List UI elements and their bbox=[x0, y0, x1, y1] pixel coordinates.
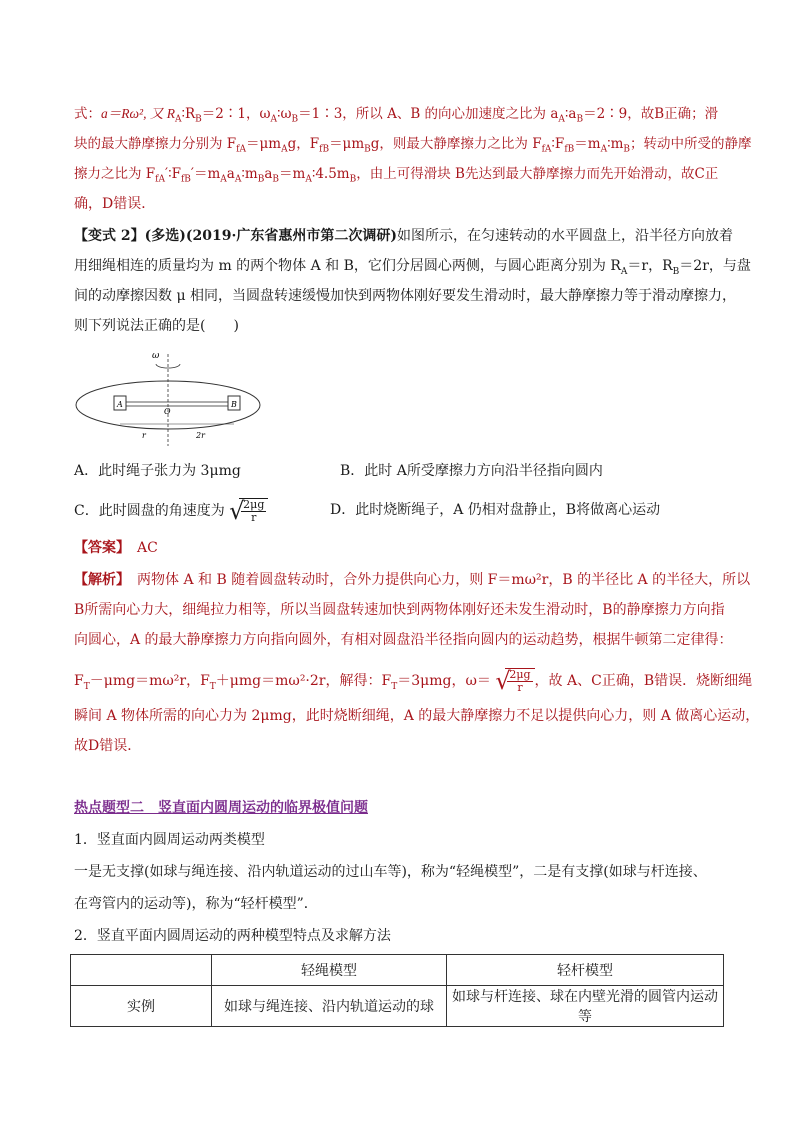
table-cell: 如球与绳连接、沿内轨道运动的球 bbox=[212, 986, 447, 1027]
option-c-sqrt: √ $\frac{2\mu g}{r}$ bbox=[229, 498, 268, 524]
block-a-label: A bbox=[117, 400, 123, 409]
option-c: C．此时圆盘的角速度为 √ $\frac{2\mu g}{r}$ bbox=[74, 498, 268, 524]
section-heading-1: 1．竖直面内圆周运动两类模型 bbox=[74, 832, 265, 848]
model-comparison-table bbox=[70, 954, 724, 1027]
table-header-row bbox=[71, 955, 724, 986]
analysis-line4: $F_T-\mu mg=m\omega^2r$，$F_T+\mu mg=m\omega^2\cdot 2r$，解得：$F_T=3\mu mg$，ω＝ √ $\frac{2\mu g}{r}$ ，故 A、C正确，B错误．烧断细绳 bbox=[74, 667, 753, 695]
section-para-line1: 一是无支撑(如球与绳连接、沿内轨道运动的过山车等)，称为“轻绳模型”，二是有支撑(如球与杆连接、 bbox=[74, 864, 707, 880]
dim-label-2r: 2r bbox=[196, 431, 205, 440]
table-cell: 如球与杆连接、球在内壁光滑的圆管内运动等 bbox=[447, 986, 724, 1027]
variant-line4: 则下列说法正确的是( ) bbox=[74, 318, 239, 334]
center-label: O bbox=[164, 407, 171, 416]
section-para-line2: 在弯管内的运动等)，称为“轻杆模型”． bbox=[74, 896, 318, 912]
analysis-tag: 【解析】 bbox=[74, 572, 123, 588]
table-cell: 实例 bbox=[71, 986, 212, 1027]
variant-line2: 用细绳相连的质量均为 m 的两个物体 A 和 B，它们分居圆心两侧，与圆心距离分别为 $R_A=r$，$R_B=2r$，与盘 bbox=[74, 258, 751, 277]
option-d: D．此时烧断绳子，A 仍相对盘静止，B将做离心运动 bbox=[330, 502, 661, 518]
analysis-line3: 向圆心，A 的最大静摩擦力方向指向圆外，有相对圆盘沿半径指向圆内的运动趋势，根据牛顿第二定律得： bbox=[74, 632, 733, 648]
analysis-sqrt: √ $\frac{2\mu g}{r}$ bbox=[495, 668, 534, 694]
dim-label-r: r bbox=[142, 431, 146, 440]
variant-source: (2019·广东省惠州市第二次调研) bbox=[185, 228, 397, 244]
analysis-line2: B所需向心力大，细绳拉力相等，所以当圆盘转速加快到两物体刚好还未发生滑动时，B的静摩擦力方向指 bbox=[74, 602, 725, 618]
string-rod bbox=[124, 402, 232, 406]
variant-tag: 【变式 2】(多选) bbox=[74, 228, 186, 244]
para1-line3: 擦力之比为 $F_{fA}'∶F_{fB}'=m_Aa_A∶m_Ba_B=m_A∶4.5m_B$，由上可得滑块 B先达到最大静摩擦力而先开始滑动，故C正 bbox=[74, 166, 719, 185]
analysis-line6: 故D错误． bbox=[74, 738, 142, 754]
option-b: B．此时 A所受摩擦力方向沿半径指向圆内 bbox=[340, 463, 603, 479]
answer-tag: 【答案】 bbox=[74, 540, 123, 556]
variant-line1: 【变式 2】(多选)(2019·广东省惠州市第二次调研)如图所示，在匀速转动的水平圆盘上，沿半径方向放着 bbox=[74, 228, 733, 244]
section-heading-2: 2．竖直平面内圆周运动的两种模型特点及求解方法 bbox=[74, 928, 391, 944]
table-row bbox=[71, 986, 724, 1027]
omega-label: ω bbox=[152, 351, 160, 361]
answer-line bbox=[74, 538, 158, 558]
para1-line1: 式：a＝Rω², 又 $R_A∶R_B=2∶1$，$\omega_A∶\omega_B=1∶3$，所以 A、B 的向心加速度之比为 $a_A∶a_B=2∶9$，故B正确；滑 bbox=[74, 106, 719, 125]
table-header-cell bbox=[71, 955, 212, 986]
variant-line3: 间的动摩擦因数 μ 相同，当圆盘转速缓慢加快到两物体刚好要发生滑动时，最大静摩擦力等于滑动摩擦力， bbox=[74, 288, 736, 304]
analysis-line5: 瞬间 A 物体所需的向心力为 2μmg，此时烧断细绳，A 的最大静摩擦力不足以提供向心力，则 A 做离心运动， bbox=[74, 708, 760, 724]
option-a: A．此时绳子张力为 3μmg bbox=[74, 463, 241, 479]
para1-line4: 确，D错误． bbox=[74, 196, 156, 212]
para1-line2: 块的最大静摩擦力分别为 $F_{fA}=\mu m_Ag$，$F_{fB}=\mu m_Bg$，则最大静摩擦力之比为 $F_{fA}∶F_{fB}=m_A∶m_B$；转动中所受的静摩 bbox=[74, 136, 752, 155]
table-header-cell: 轻绳模型 bbox=[212, 955, 447, 986]
answer-value: AC bbox=[137, 540, 158, 556]
disc-figure bbox=[72, 348, 282, 448]
analysis-line1: 【解析】 两物体 A 和 B 随着圆盘转动时，合外力提供向心力，则 F＝mω²r，B 的半径比 A 的半径大，所以 bbox=[74, 572, 751, 588]
table-header-cell: 轻杆模型 bbox=[447, 955, 724, 986]
block-b-label: B bbox=[231, 400, 237, 409]
section-title: 热点题型二 竖直面内圆周运动的临界极值问题 bbox=[74, 800, 368, 816]
